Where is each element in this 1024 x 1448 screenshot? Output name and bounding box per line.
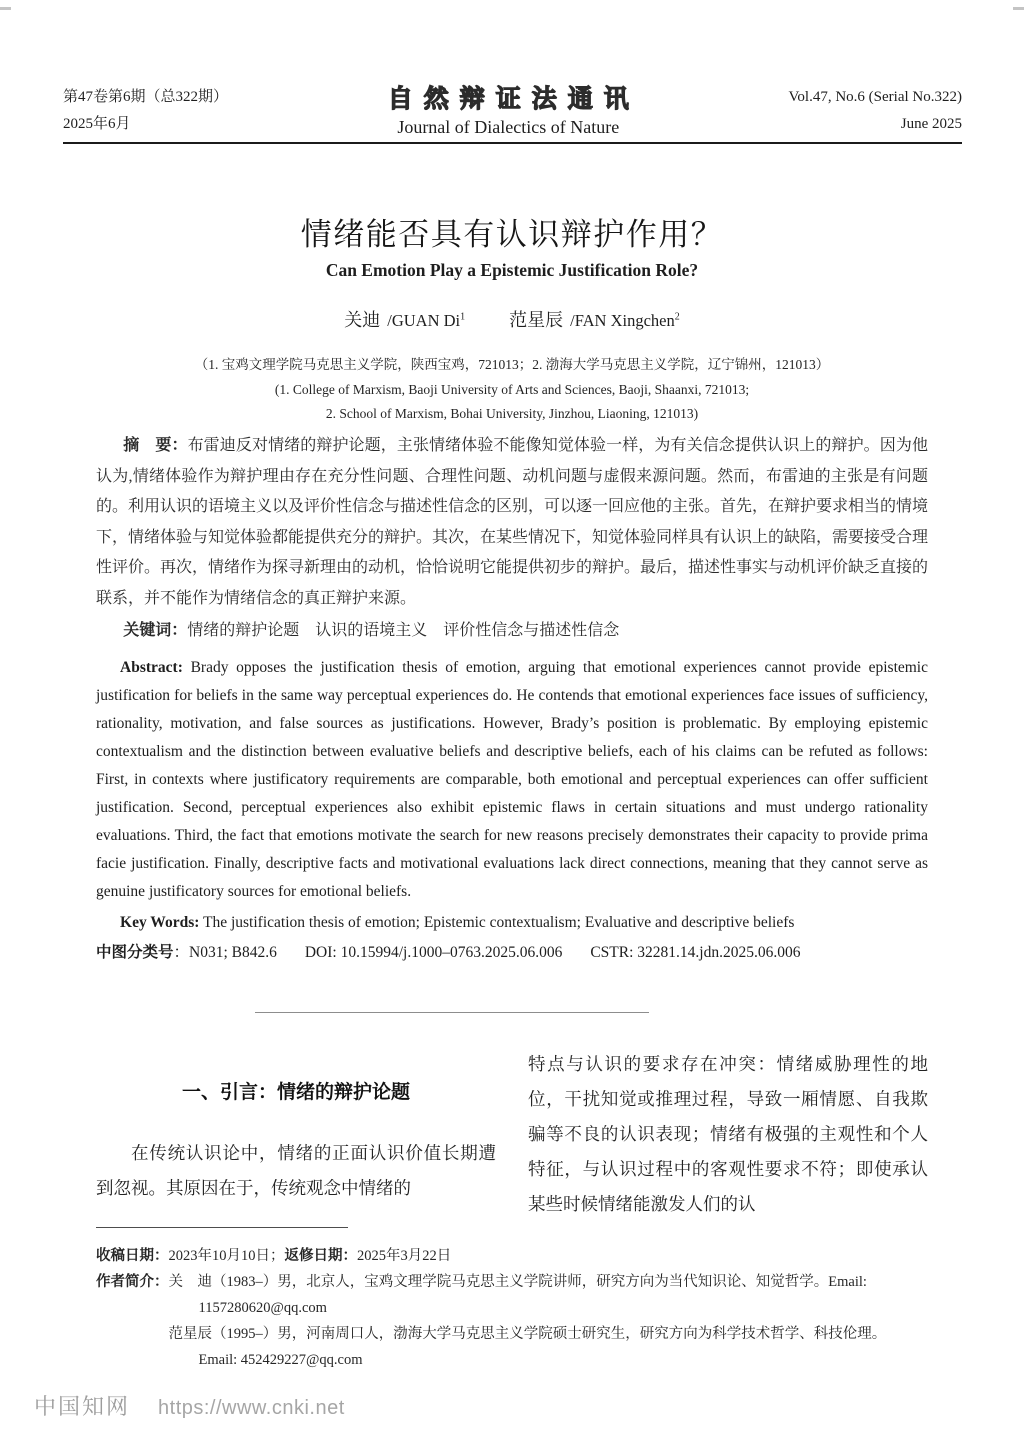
article-title-cn: 情绪能否具有认识辩护作用？: [300, 217, 724, 252]
cnki-watermark: [34, 1390, 345, 1421]
running-head: [63, 84, 962, 140]
revised-date: 2025年3月22日: [357, 1248, 452, 1264]
article-title-en: Can Emotion Play a Epistemic Justification Role?: [325, 260, 699, 280]
bio-author-1-email: 1157280620@qq.com: [198, 1300, 327, 1316]
footnotes: [96, 1243, 940, 1373]
column-left: [96, 1042, 496, 1222]
front-matter: [96, 431, 928, 967]
journal-date-en: June 2025: [900, 116, 962, 132]
keywords-en-text: The justification thesis of emotion; Epistemic contextualism; Evaluative and descriptive beliefs: [199, 914, 795, 931]
running-head-center: [377, 84, 640, 140]
page-scan-mark: [1013, 7, 1024, 10]
author-1-name-en: /GUAN Di$^1$: [387, 311, 466, 330]
author-2-affil-sup: 2: [674, 311, 680, 323]
section-divider-rule: [255, 1012, 649, 1013]
running-head-left: [63, 84, 228, 138]
clc-label: 中图分类号: [96, 944, 174, 961]
received-date: 2023年10月10日；: [168, 1248, 285, 1264]
keywords-cn-text: 情绪的辩护论题 认识的语境主义 评价性信念与描述性信念: [187, 622, 620, 639]
bio-author-1: 关 迪（1983–）男，北京人，宝鸡文理学院马克思主义学院讲师，研究方向为当代知识论、知觉哲学。Email:: [168, 1274, 867, 1290]
clc-number: ：N031; B842.6: [173, 944, 277, 961]
keywords-cn-label: 关键词：: [123, 622, 188, 639]
affiliation-cn: （1. 宝鸡文理学院马克思主义学院，陕西宝鸡，721013；2. 渤海大学马克思主义学院，辽宁锦州，121013）: [194, 357, 830, 372]
article-identifiers: [96, 939, 928, 967]
affiliation-en-line2: 2. School of Marxism, Bohai University, Jinzhou, Liaoning, 121013): [325, 406, 699, 421]
section-heading: 一、引言：情绪的辩护论题: [181, 1082, 410, 1103]
author-2-name-cn: 范星辰: [509, 310, 564, 330]
journal-masthead-cn: 自然辩证法通讯: [387, 85, 640, 113]
manuscript-dates: [96, 1243, 940, 1269]
abstract-en-text: Brady opposes the justification thesis of emotion, arguing that emotional experiences cannot provide epistemic justification for beliefs in the same way perceptual experiences do. He contends that emotional experiences face issues of sufficiency, rationality, motivation, and false sources as justifications. However, Brady’s position is problematic. By employing epistemic contextualism and the distinction between evaluative beliefs and descriptive beliefs, each of his claims can be refuted as follows: First, in contexts where justificatory requirements are comparable, both emotional and perceptual experiences can offer sufficient justification. Second, perceptual experiences also exhibit epistemic flaws in certain situations and must undergo rationality evaluations. Third, the fact that emotions motivate the search for new reasons precisely demonstrates their capacity to provide prima facie justification. Finally, descriptive facts and motivational evaluations lack direct connections, meaning that they cannot serve as genuine justificatory sources for emotional beliefs.: [96, 659, 928, 900]
author-line: [0, 306, 1024, 332]
abstract-cn: [96, 431, 928, 614]
received-label: 收稿日期：: [96, 1248, 169, 1264]
bio-content: [169, 1269, 941, 1373]
cnki-url: https://www.cnki.net: [158, 1397, 345, 1419]
doi: DOI: 10.15994/j.1000–0763.2025.06.006: [304, 944, 563, 961]
author-2: [509, 310, 680, 330]
keywords-cn: [96, 616, 928, 646]
abstract-cn-label: 摘 要：: [123, 437, 188, 454]
cnki-brand: 中国知网: [34, 1394, 131, 1419]
affiliation-en-line1: (1. College of Marxism, Baoji University of Arts and Sciences, Baoji, Shaanxi, 721013;: [274, 381, 750, 397]
bio-author-2: 范星辰（1995–）男，河南周口人，渤海大学马克思主义学院硕士研究生，研究方向为科学技术哲学、科技伦理。: [168, 1326, 887, 1342]
paragraph-left: 在传统认识论中，情绪的正面认识价值长期遭到忽视。其原因在于，传统观念中情绪的: [96, 1143, 496, 1198]
column-right: [528, 1042, 928, 1222]
keywords-en: [96, 909, 928, 937]
body-columns: [96, 1042, 928, 1222]
bio-label: 作者简介：: [96, 1274, 169, 1290]
author-1: [344, 310, 465, 330]
header-rule: [63, 142, 962, 144]
abstract-cn-text: 布雷迪反对情绪的辩护论题，主张情绪体验不能像知觉体验一样，为有关信念提供认识上的辩护。因为他认为,情绪体验作为辩护理由存在充分性问题、合理性问题、动机问题与虚假来源问题。然而，布雷迪的主张是有问题的。利用认识的语境主义以及评价性信念与描述性信念的区别，可以逐一回应他的主张。首先，在辩护要求相当的情境下，情绪体验与知觉体验都能提供充分的辩护。其次，在某些情况下，知觉体验同样具有认识上的缺陷，需要接受合理性评价。再次，情绪作为探寻新理由的动机，恰恰说明它能提供初步的辩护。最后，描述性事实与动机评价缺乏直接的联系，并不能作为情绪信念的真正辩护来源。: [96, 437, 929, 607]
paragraph-right: 特点与认识的要求存在冲突：情绪威胁理性的地位，干扰知觉或推理过程，导致一厢情愿、自我欺骗等不良的认识表现；情绪有极强的主观性和个人特征，与认识过程中的客观性要求不符；即使承认某些时候情绪能激发人们的认: [528, 1054, 928, 1214]
journal-volume-en: Vol.47, No.6 (Serial No.322): [788, 89, 962, 105]
running-head-right: [789, 84, 962, 138]
author-bio: [96, 1269, 940, 1373]
journal-date-cn: 2025年6月: [63, 116, 131, 132]
affiliations: [0, 353, 1024, 427]
author-1-name-cn: 关迪: [344, 310, 381, 330]
bio-author-2-email: Email: 452429227@qq.com: [198, 1352, 363, 1368]
page-scan-mark: [0, 7, 11, 10]
footnote-rule: [96, 1227, 348, 1228]
abstract-en: [96, 654, 928, 906]
author-1-affil-sup: 1: [460, 311, 466, 323]
journal-name-en: Journal of Dialectics of Nature: [397, 117, 620, 137]
author-2-name-en: /FAN Xingchen$^2$: [570, 311, 680, 330]
abstract-en-label: Abstract:: [120, 659, 183, 676]
journal-volume-cn: 第47卷第6期（总322期）: [63, 89, 229, 105]
revised-label: 返修日期：: [284, 1248, 357, 1264]
cstr: CSTR: 32281.14.jdn.2025.06.006: [590, 944, 801, 961]
keywords-en-label: Key Words:: [120, 914, 200, 931]
